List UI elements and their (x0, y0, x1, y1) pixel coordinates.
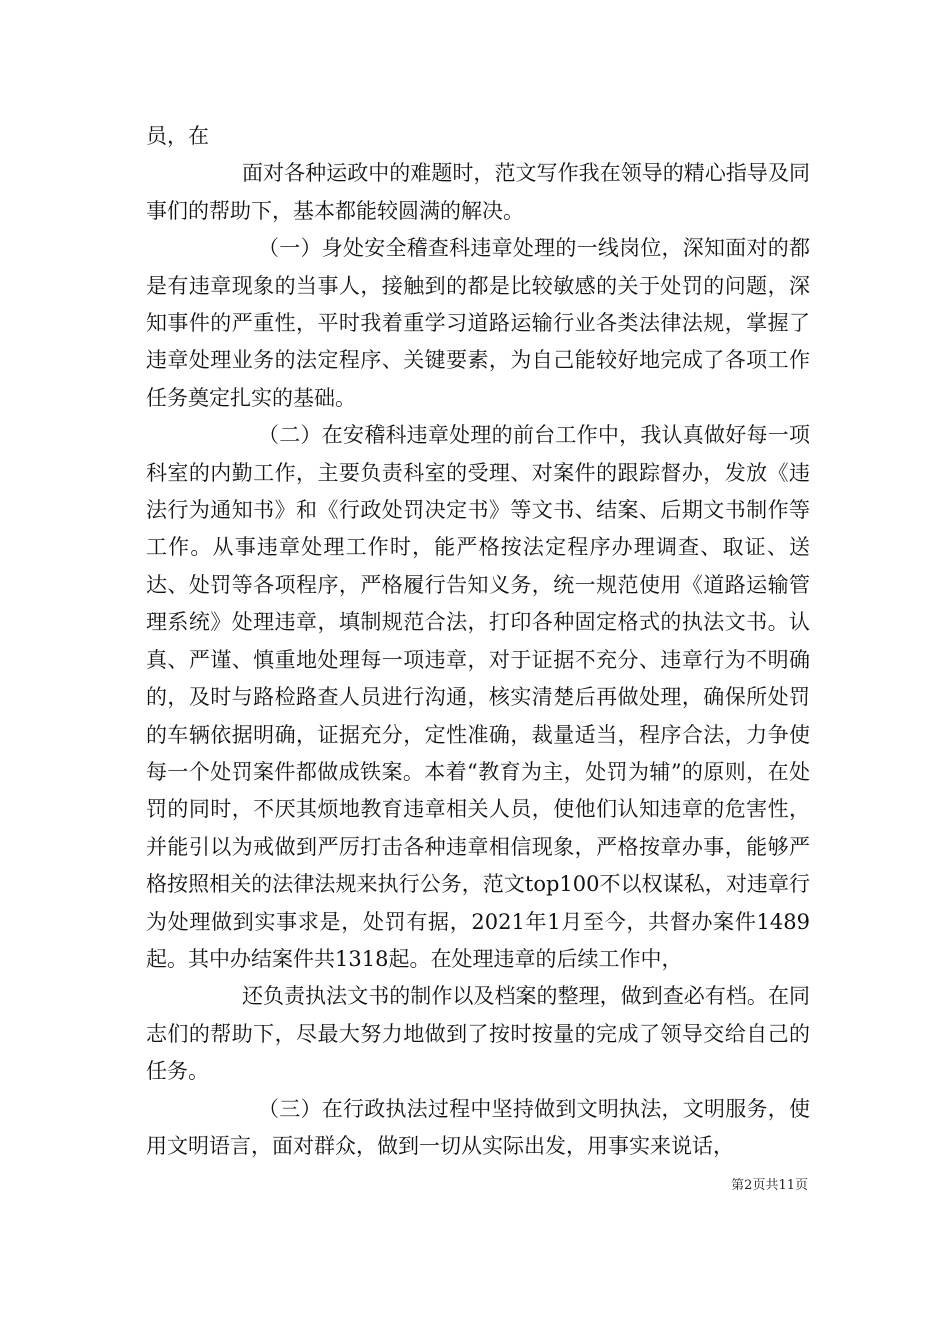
document-body (146, 118, 810, 1165)
page-number-footer: 第2页共11页 (731, 1178, 808, 1193)
paragraph-continuation: 员，在 (146, 124, 209, 148)
paragraph-section-3: （三）在行政执法过程中坚持做到文明执法，文明服务，使用文明语言，面对群众，做到一切从实际出发，用事实来说话， (146, 1096, 810, 1158)
paragraph-archive-work: 还负责执法文书的制作以及档案的整理，做到查必有档。在同志们的帮助下，尽最大努力地做到了按时按量的完成了领导交给自己的任务。 (146, 984, 810, 1084)
paragraph-problem-solving: 面对各种运政中的难题时，范文写作我在领导的精心指导及同事们的帮助下，基本都能较圆满的解决。 (146, 161, 810, 223)
paragraph-section-1: （一）身处安全稽查科违章处理的一线岗位，深知面对的都是有违章现象的当事人，接触到的都是比较敏感的关于处罚的问题，深知事件的严重性，平时我着重学习道路运输行业各类法律法规，掌握了违章处理业务的法定程序、关键要素，为自己能较好地完成了各项工作任务奠定扎实的基础。 (146, 236, 810, 410)
paragraph-section-2: （二）在安稽科违章处理的前台工作中，我认真做好每一项科室的内勤工作，主要负责科室的受理、对案件的跟踪督办，发放《违法行为通知书》和《行政处罚决定书》等文书、结案、后期文书制作等工作。从事违章处理工作时，能严格按法定程序办理调查、取证、送达、处罚等各项程序，严格履行告知义务，统一规范使用《道路运输管理系统》处理违章，填制规范合法，打印各种固定格式的执法文书。认真、严谨、慎重地处理每一项违章，对于证据不充分、违章行为不明确的，及时与路检路查人员进行沟通，核实清楚后再做处理，确保所处罚的车辆依据明确，证据充分，定性准确，裁量适当，程序合法，力争使每一个处罚案件都做成铁案。本着“教育为主，处罚为辅”的原则，在处罚的同时，不厌其烦地教育违章相关人员，使他们认知违章的危害性，并能引以为戒做到严厉打击各种违章相信现象，严格按章办事，能够严格按照相关的法律法规来执行公务，范文top100不以权谋私，对违章行为处理做到实事求是，处罚有据，2021年1月至今，共督办案件1489起。其中办结案件共1318起。在处理违章的后续工作中， (146, 423, 810, 971)
